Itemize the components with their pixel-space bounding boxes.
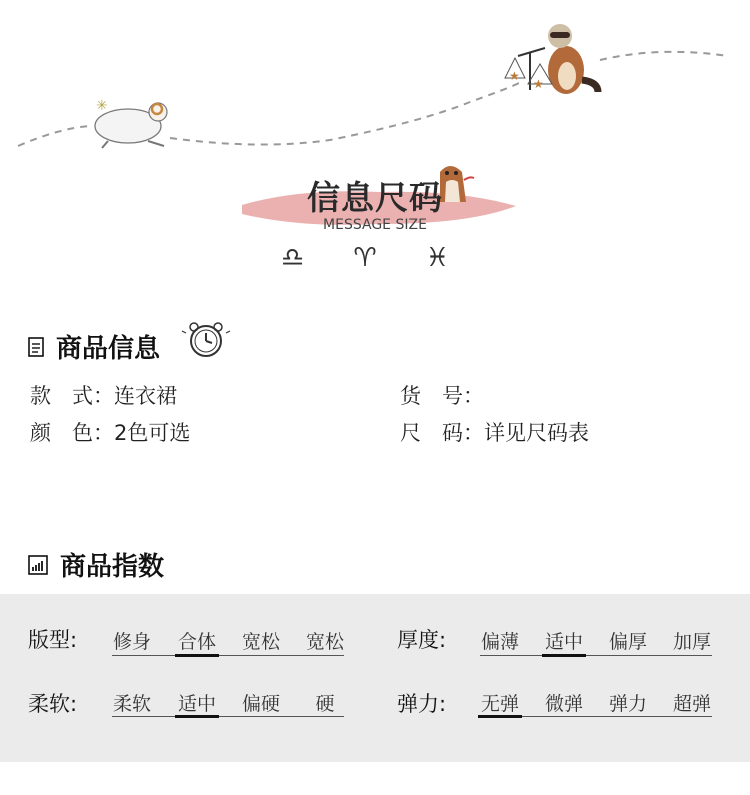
info-row-color: [30, 417, 190, 447]
size-value: 详见尺码表: [484, 421, 589, 445]
color-value: 2色可选: [114, 421, 191, 445]
svg-text:✳: ✳: [96, 98, 108, 114]
page-title: 信息尺码: [307, 178, 443, 217]
softness-option-selected: 适中: [177, 693, 216, 715]
size-label: 尺 码：: [400, 421, 484, 445]
softness-scale-line: [112, 716, 344, 717]
fit-scale-line: [112, 655, 344, 656]
page-subtitle: MESSAGE SIZE: [323, 217, 427, 233]
elasticity-option: 超弹: [672, 693, 711, 715]
fit-option: 宽松: [305, 631, 344, 653]
elasticity-option: 微弹: [544, 693, 583, 715]
elasticity-option-selected: 无弹: [480, 693, 519, 715]
svg-text:★: ★: [509, 69, 520, 83]
info-row-style: [30, 380, 177, 410]
thickness-option: 偏薄: [480, 631, 519, 653]
fit-label: 版型:: [28, 628, 78, 652]
product-info-heading: [28, 328, 160, 365]
thickness-option: 加厚: [672, 631, 711, 653]
softness-selected-marker: [175, 715, 219, 718]
style-label: 款 式：: [30, 384, 114, 408]
product-index-heading: [28, 546, 164, 583]
zodiac-symbols: ♎ ♈ ♓: [280, 243, 470, 273]
fit-option: 修身: [112, 631, 151, 653]
fit-option: 宽松: [241, 631, 280, 653]
color-label: 颜 色：: [30, 421, 114, 445]
document-icon: [28, 337, 44, 357]
sheep-icon: [95, 98, 167, 148]
info-row-sku: [400, 380, 484, 410]
index-panel: [0, 594, 750, 762]
elasticity-option: 弹力: [608, 693, 647, 715]
softness-option: 柔软: [112, 693, 151, 715]
alarm-clock-icon: [178, 319, 234, 361]
thickness-option-selected: 适中: [544, 631, 583, 653]
softness-option: 硬: [315, 693, 335, 715]
product-info-title: 商品信息: [56, 334, 161, 364]
elasticity-label: 弹力:: [397, 692, 447, 716]
fit-option-selected: 合体: [177, 631, 216, 653]
product-index-title: 商品指数: [60, 552, 165, 582]
style-value: 连衣裙: [114, 384, 177, 408]
fit-selected-marker: [175, 654, 219, 657]
elasticity-selected-marker: [478, 715, 522, 718]
softness-option: 偏硬: [241, 693, 280, 715]
softness-label: 柔软:: [28, 692, 78, 716]
svg-text:★: ★: [533, 77, 544, 91]
thickness-option: 偏厚: [608, 631, 647, 653]
thickness-label: 厚度:: [397, 628, 447, 652]
thickness-selected-marker: [542, 654, 586, 657]
info-row-size: [400, 417, 589, 447]
thickness-scale-line: [480, 655, 712, 656]
sku-label: 货 号：: [400, 384, 484, 408]
chart-icon: [28, 555, 48, 575]
